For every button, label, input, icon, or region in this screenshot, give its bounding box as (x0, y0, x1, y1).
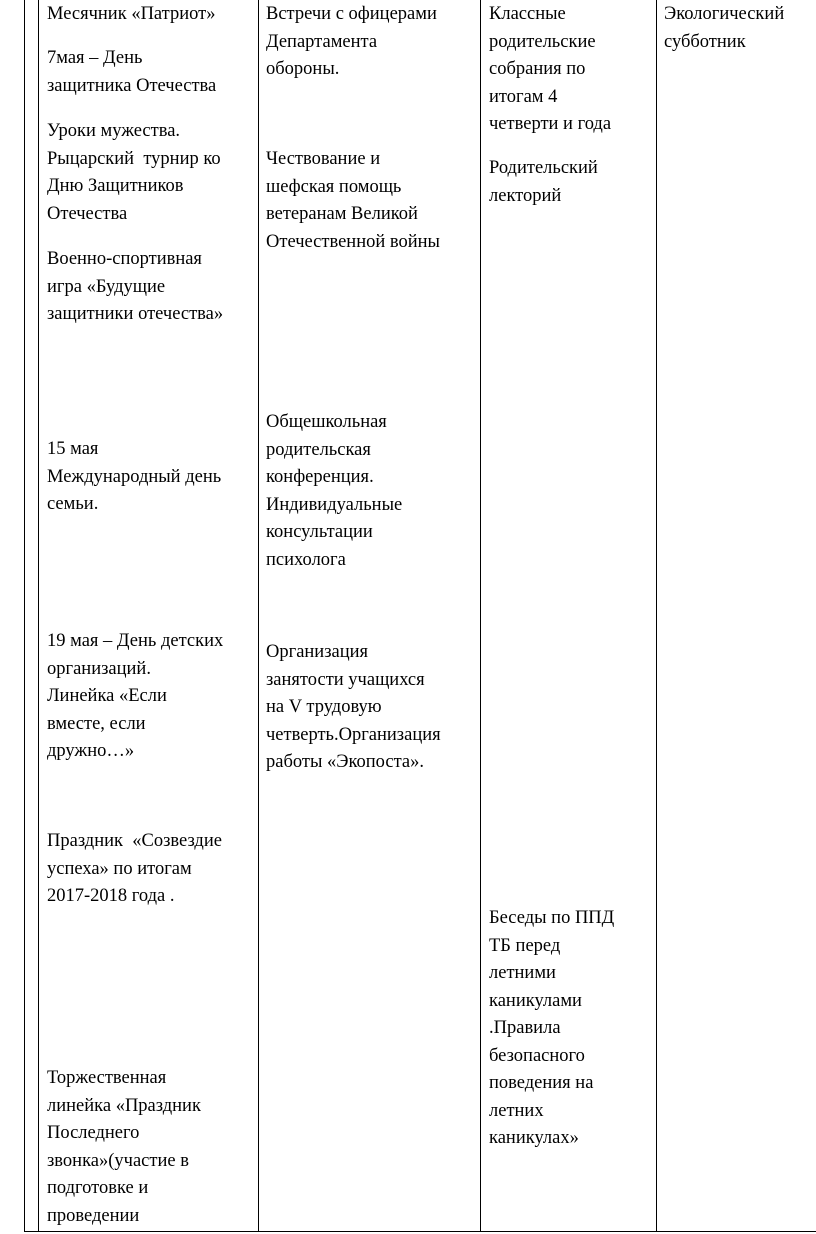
eco-subbotnik-text: Экологический субботник (664, 4, 785, 52)
defender-day-text: 7мая – День защитника Отечества (47, 48, 217, 96)
courage-lessons-text: Уроки мужества. Рыцарский турнир ко Дню Защитников Отечества (47, 121, 221, 224)
class-parent-meetings-text: Классные родительские собрания по итогам 4 четверти и года (489, 4, 612, 134)
parent-lecture-text: Родительский лекторий (489, 158, 598, 206)
patriot-month-text: Месячник «Патриот» (47, 4, 216, 24)
column-divider-1 (38, 0, 39, 1232)
officers-meeting-text: Встречи с офицерами Департамента обороны. (266, 4, 437, 79)
safety-talks-text: Беседы по ППД ТБ перед летними каникулами .Правила безопасного поведения на летних каникулах» (489, 908, 615, 1148)
military-game-text: Военно-спортивная игра «Будущие защитники отечества» (47, 249, 224, 324)
last-bell-text: Торжественная линейка «Праздник Последнего звонка»(участие в подготовке и проведении (47, 1068, 201, 1226)
table-border-left (24, 0, 25, 1232)
constellation-holiday-text: Праздник «Созвездие успеха» по итогам 2017-2018 года . (47, 831, 222, 906)
parent-conference-text: Общешкольная родительская конференция. Индивидуальные консультации психолога (266, 412, 403, 570)
column-divider-3 (480, 0, 481, 1232)
children-organizations-day-text: 19 мая – День детских организаций. Линейка «Если вместе, если дружно…» (47, 631, 224, 761)
column-divider-4 (656, 0, 657, 1232)
family-day-text: 15 мая Международный день семьи. (47, 439, 222, 514)
student-employment-text: Организация занятости учащихся на V трудовую четверть.Организация работы «Экопоста». (266, 642, 441, 772)
table-border-bottom (24, 1231, 816, 1232)
column-divider-2 (258, 0, 259, 1232)
veterans-help-text: Чествование и шефская помощь ветеранам Великой Отечественной войны (266, 149, 440, 252)
